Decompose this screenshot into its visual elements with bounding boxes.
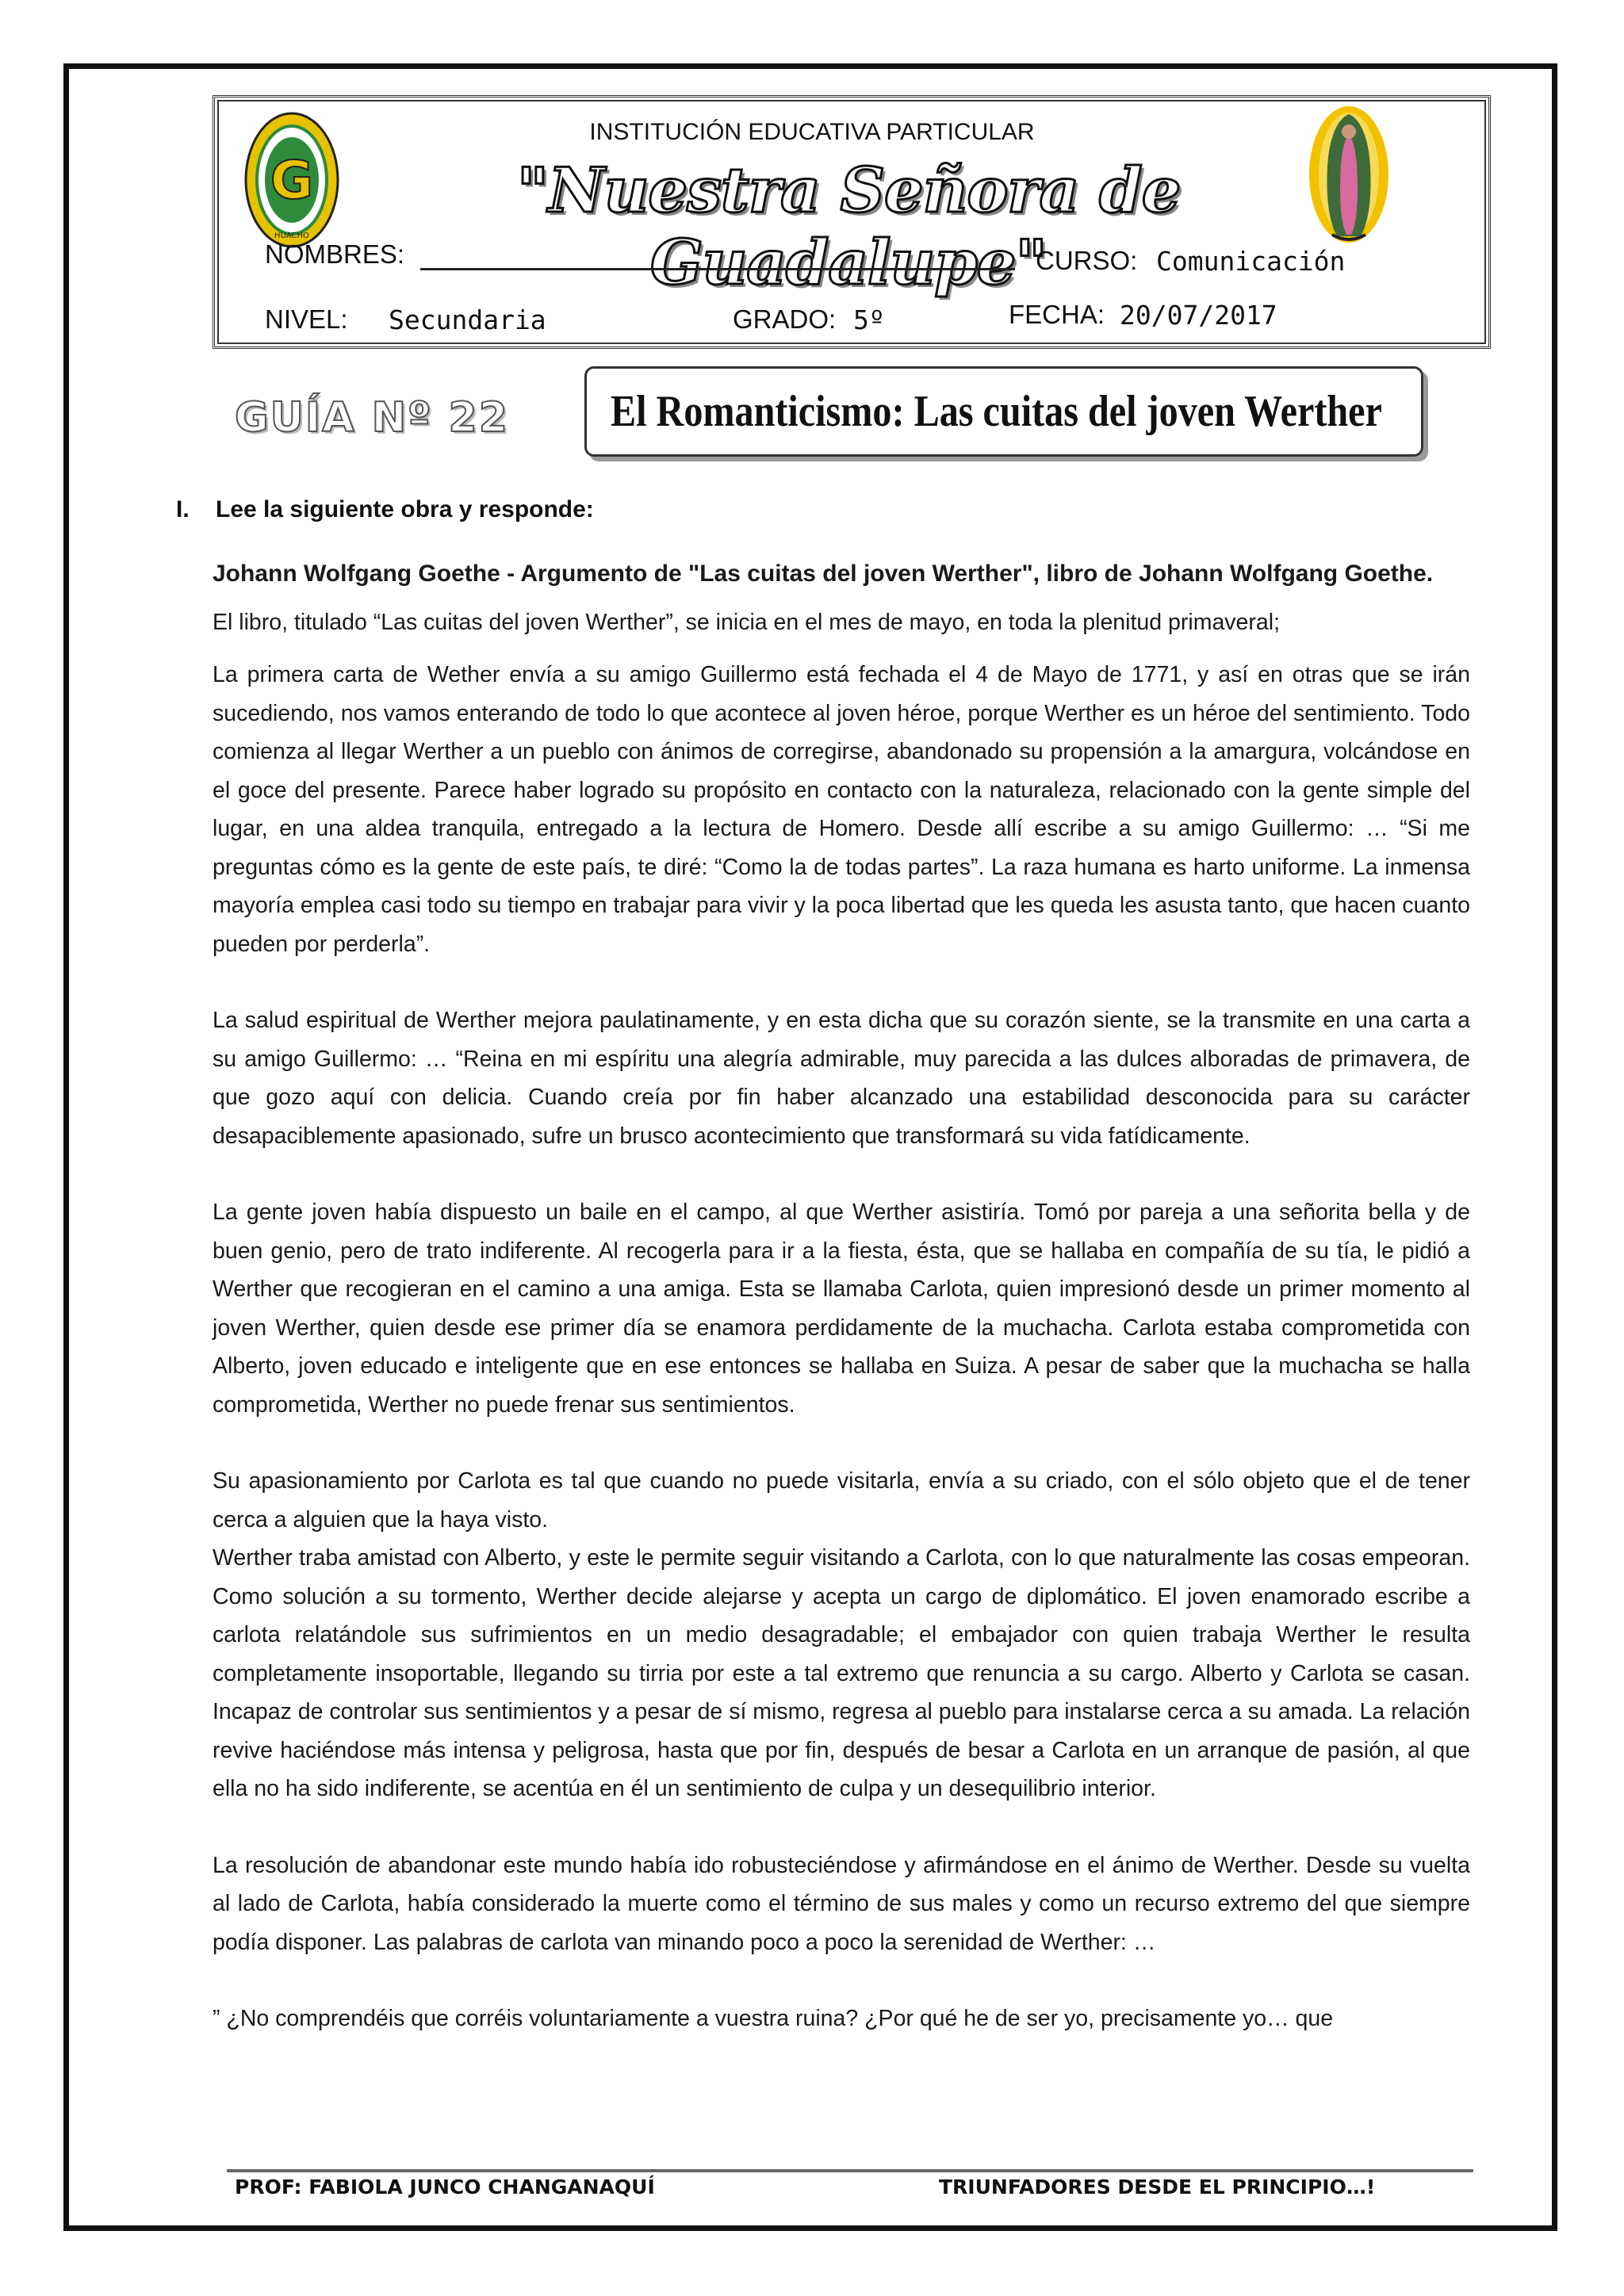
section-heading bbox=[176, 496, 594, 523]
institution-name: "Nuestra Señora de Guadalupe" bbox=[516, 155, 1181, 299]
paragraph: La salud espiritual de Werther mejora paulatinamente, y en esta dicha que su corazón siente, se la transmite en una carta a su amigo Guillermo: … “Reina en mi espíritu una alegría admirable, muy parecida a las dulces alboradas de primavera, de que gozo aquí con delicia. Cuando creía por fin haber alcanzado una estabilidad desconocida para su carácter desapaciblemente apasionado, sufre un brusco acontecimiento que transformará su vida fatídicamente. bbox=[213, 1008, 1470, 1149]
paragraph: La resolución de abandonar este mundo había ido robusteciéndose y afirmándose en el ánimo de Werther. Desde su vuelta al lado de Carlota, había considerado la muerte como el término de sus males y como un recurso extremo del que siempre podía disponer. Las palabras de carlota van minando poco a poco la serenidad de Werther: … bbox=[213, 1852, 1470, 1955]
fecha-label: FECHA: bbox=[1009, 300, 1105, 329]
nombres-input-line[interactable] bbox=[420, 268, 1015, 270]
reading-subtitle: Johann Wolfgang Goethe - Argumento de "Las cuitas del joven Werther", libro de Johann Wolfgang Goethe. bbox=[213, 561, 1434, 587]
nivel-label: NIVEL: bbox=[265, 304, 348, 334]
guide-number: GUÍA Nº 22 bbox=[235, 394, 509, 442]
footer-motto: TRIUNFADORES DESDE EL PRINCIPIO…! bbox=[939, 2175, 1376, 2198]
paragraph: Werther traba amistad con Alberto, y este le permite seguir visitando a Carlota, con lo que naturalmente las cosas empeoran. Como solución a su tormento, Werther decide alejarse y acepta un cargo de diplomático. El joven enamorado escribe a carlota relatándole sus sufrimientos en un medio desagradable; el embajador con quien trabaja Werther le resulta completamente insoportable, llegando su tirria por este a tal extremo que renuncia a su cargo. Alberto y Carlota se casan. Incapaz de controlar sus sentimientos y a pesar de sí mismo, regresa al pueblo para instalarse cerca a su amada. La relación revive haciéndose más intensa y peligrosa, hasta que por fin, después de besar a Carlota en un arranque de pasión, al que ella no ha sido indiferente, se acentúa en él un sentimiento de culpa y un desequilibrio interior. bbox=[213, 1545, 1470, 1801]
nivel-value: Secundaria bbox=[389, 304, 546, 335]
fecha-value: 20/07/2017 bbox=[1120, 300, 1277, 331]
footer-divider bbox=[227, 2169, 1473, 2172]
curso-label: CURSO: bbox=[1036, 246, 1138, 275]
grado-label: GRADO: bbox=[733, 304, 837, 334]
reading-text bbox=[213, 555, 1470, 2038]
grado-value: 5º bbox=[853, 304, 885, 335]
paragraph: ” ¿No comprendéis que corréis voluntariamente a vuestra ruina? ¿Por qué he de ser yo, precisamente yo… que bbox=[213, 2006, 1334, 2031]
section-instruction: Lee la siguiente obra y responde: bbox=[216, 496, 594, 522]
footer-teacher: PROF: FABIOLA JUNCO CHANGANAQUÍ bbox=[235, 2175, 655, 2198]
paragraph: Su apasionamiento por Carlota es tal que cuando no puede visitarla, envía a su criado, con el sólo objeto que el de tener cerca a alguien que la haya visto. bbox=[213, 1468, 1470, 1533]
curso-value: Comunicación bbox=[1156, 246, 1346, 277]
institution-type: INSTITUCIÓN EDUCATIVA PARTICULAR bbox=[589, 119, 1035, 145]
logo-city: HUACHO bbox=[274, 232, 309, 240]
section-number: I. bbox=[176, 496, 190, 522]
logo-letter: G bbox=[270, 150, 314, 211]
paragraph: El libro, titulado “Las cuitas del joven Werther”, se inicia en el mes de mayo, en toda la plenitud primaveral; bbox=[213, 609, 1280, 635]
paragraph: La gente joven había dispuesto un baile en el campo, al que Werther asistiría. Tomó por pareja a una señorita bella y de buen genio, pero de trato indiferente. Al recogerla para ir a la fiesta, ésta, que se hallaba en compañía de su tía, le pidió a Werther que recogieran en el camino a una amiga. Esta se llamaba Carlota, quien impresionó desde un primer momento al joven Werther, quien desde ese primer día se enamora perdidamente de la muchacha. Carlota estaba comprometida con Alberto, joven educado e inteligente que en ese entonces se hallaba en Suiza. A pesar de saber que la muchacha se halla comprometida, Werther no puede frenar sus sentimientos. bbox=[213, 1200, 1470, 1418]
nombres-label: NOMBRES: bbox=[265, 239, 405, 269]
guide-title-box bbox=[584, 366, 1423, 457]
guide-title: El Romanticismo: Las cuitas del joven Werther bbox=[611, 387, 1382, 436]
paragraph: La primera carta de Wether envía a su amigo Guillermo está fechada el 4 de Mayo de 1771, y así en otras que se irán sucediendo, nos vamos enterando de todo lo que acontece al joven héroe, porque Werther es un héroe del sentimiento. Todo comienza al llegar Werther a un pueblo con ánimos de corregirse, abandonado su propensión a la amargura, volcándose en el goce del presente. Parece haber logrado su propósito en contacto con la naturaleza, relacionado con la gente simple del lugar, en una aldea tranquila, entregado a la lectura de Homero. Desde allí escribe a su amigo Guillermo: … “Si me preguntas cómo es la gente de este país, te diré: “Como la de todas partes”. La raza humana es harto uniforme. La inmensa mayoría emplea casi todo su tiempo en trabajar para vivir y la poca libertad que les queda les asusta tanto, que hacen cuanto pueden por perderla”. bbox=[213, 662, 1470, 957]
